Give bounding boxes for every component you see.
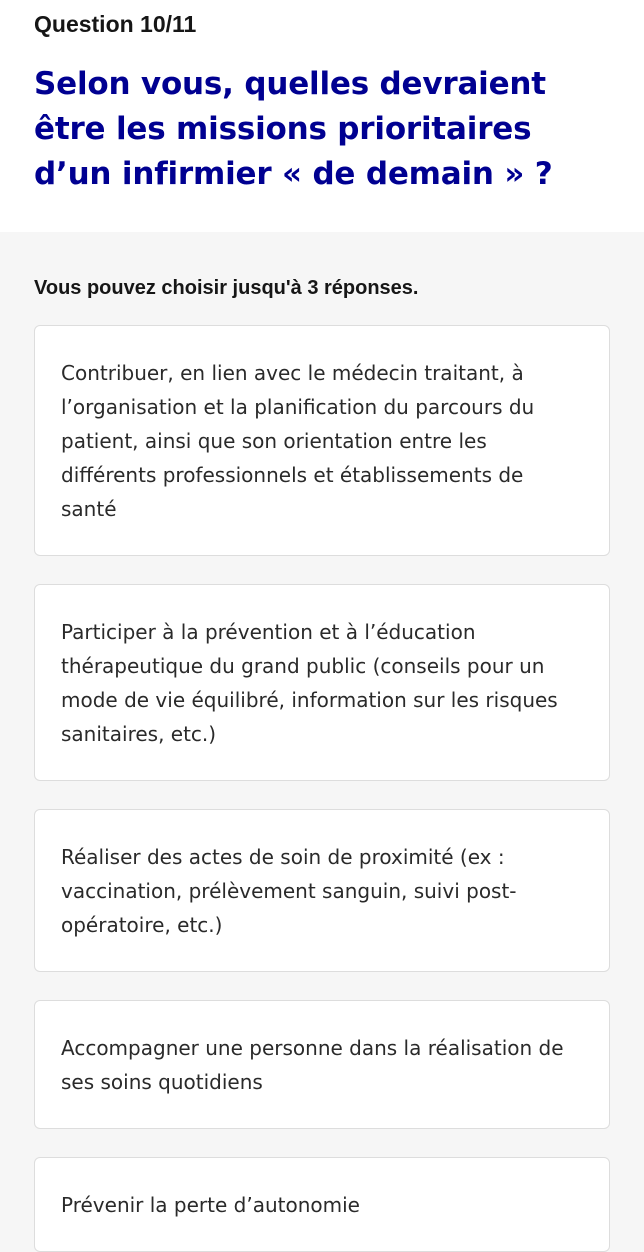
answer-option-daily-care[interactable]: Accompagner une personne dans la réalisation de ses soins quotidiens [34, 1000, 610, 1129]
answers-section [0, 232, 644, 1252]
answer-option-autonomy[interactable]: Prévenir la perte d’autonomie [34, 1157, 610, 1252]
question-counter: Question 10/11 [34, 11, 197, 37]
answer-options [34, 325, 610, 1252]
answer-option-prevention-education[interactable]: Participer à la prévention et à l’éducation thérapeutique du grand public (conseils pour un mode de vie équilibré, information sur les risques sanitaires, etc.) [34, 584, 610, 781]
question-title: Selon vous, quelles devraient être les missions prioritaires d’un infirmier « de demain » ? [34, 66, 553, 192]
answer-option-coordination[interactable]: Contribuer, en lien avec le médecin traitant, à l’organisation et la planification du parcours du patient, ainsi que son orientation entre les différents professionnels et établissements de santé [34, 325, 610, 556]
selection-hint: Vous pouvez choisir jusqu'à 3 réponses. [34, 277, 419, 299]
question-header [0, 0, 644, 232]
answer-option-proximity-care[interactable]: Réaliser des actes de soin de proximité (ex : vaccination, prélèvement sanguin, suivi post-opératoire, etc.) [34, 809, 610, 972]
